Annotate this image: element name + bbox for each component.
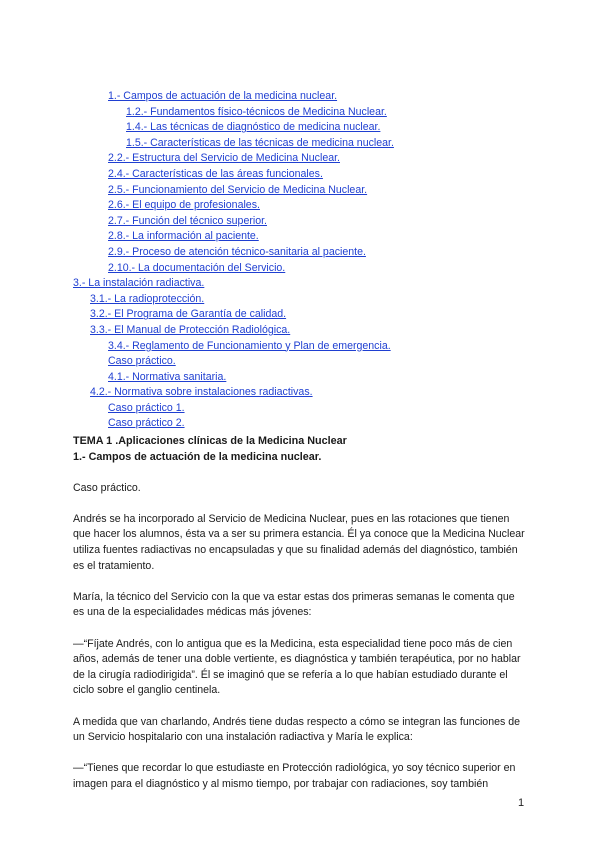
toc-link[interactable]: 1.2.- Fundamentos físico-técnicos de Medicina Nuclear. <box>126 105 387 118</box>
paragraph: Caso práctico. <box>73 481 141 494</box>
spacer <box>73 465 528 481</box>
paragraph: —“Tienes que recordar lo que estudiaste en Protección radiológica, yo soy técnico superior en imagen para el diagnóstico y al mismo tiempo, por trabajar con radiaciones, soy también <box>73 762 516 790</box>
spacer <box>73 699 528 715</box>
toc-link[interactable]: Caso práctico. <box>108 355 176 368</box>
spacer <box>73 496 528 512</box>
toc-link[interactable]: 1.5.- Características de las técnicas de medicina nuclear. <box>126 136 394 149</box>
toc-link[interactable]: 3.2.- El Programa de Garantía de calidad. <box>90 308 287 321</box>
toc-link[interactable]: 1.- Campos de actuación de la medicina nuclear. <box>108 90 338 102</box>
toc-link[interactable]: 3.- La instalación radiactiva. <box>73 277 205 290</box>
toc-link[interactable]: 2.10.- La documentación del Servicio. <box>108 261 286 274</box>
spacer <box>73 746 528 762</box>
paragraph: —“Fíjate Andrés, con lo antigua que es la Medicina, esta especialidad tiene poco más de cien años, además de tener una doble vertiente, es diagnóstica y también terapéutica, por no hablar de la cirugía radiodirigida”. Él se imaginó que se refería a lo que habían estudiado durante el ciclo sobre el ganglio centinela. <box>73 637 521 697</box>
toc-link[interactable]: 3.4.- Reglamento de Funcionamiento y Plan de emergencia. <box>108 339 391 352</box>
toc-link[interactable]: 2.2.- Estructura del Servicio de Medicina Nuclear. <box>108 152 340 165</box>
toc-link[interactable]: 2.5.- Funcionamiento del Servicio de Medicina Nuclear. <box>108 183 368 196</box>
toc-link[interactable]: 2.8.- La información al paciente. <box>108 230 259 243</box>
spacer <box>73 574 528 590</box>
toc-link[interactable]: 2.6.- El equipo de profesionales. <box>108 199 260 212</box>
paragraph: María, la técnico del Servicio con la que va estar estas dos primeras semanas le comenta que es una de la especialidades médicas más jóvenes: <box>73 590 515 619</box>
toc-link[interactable]: 2.7.- Función del técnico superior. <box>108 214 267 227</box>
toc-link[interactable]: 3.1.- La radioprotección. <box>90 292 205 305</box>
paragraph: Andrés se ha incorporado al Servicio de Medicina Nuclear, pues en las rotaciones que tienen que hacer los alumnos, ésta va a ser su primera estancia. Él ya conoce que la Medicina Nuclear utiliza fuentes radiactivas no encapsuladas y que su finalidad además del diagnóstico, también es el tratamiento. <box>73 512 525 572</box>
toc-link[interactable]: 1.4.- Las técnicas de diagnóstico de medicina nuclear. <box>126 121 381 134</box>
toc-link[interactable]: 4.1.- Normativa sanitaria. <box>108 370 227 383</box>
toc-link[interactable]: Caso práctico 2. <box>108 417 185 430</box>
chapter-title: TEMA 1 .Aplicaciones clínicas de la Medicina Nuclear <box>73 435 347 447</box>
spacer <box>73 621 528 637</box>
document-body <box>73 433 528 792</box>
toc-link[interactable]: 4.2.- Normativa sobre instalaciones radiactivas. <box>90 386 313 399</box>
toc-link[interactable]: 3.3.- El Manual de Protección Radiológica. <box>90 323 291 336</box>
toc-link[interactable]: Caso práctico 1. <box>108 401 185 414</box>
section-heading: 1.- Campos de actuación de la medicina nuclear. <box>73 451 322 463</box>
toc-link[interactable]: 2.9.- Proceso de atención técnico-sanitaria al paciente. <box>108 245 366 258</box>
page-number: 1 <box>518 797 525 809</box>
paragraph: A medida que van charlando, Andrés tiene dudas respecto a cómo se integran las funciones de un Servicio hospitalario con una instalación radiactiva y María le explica: <box>73 715 520 744</box>
table-of-contents <box>0 89 600 432</box>
toc-link[interactable]: 2.4.- Características de las áreas funcionales. <box>108 167 323 180</box>
